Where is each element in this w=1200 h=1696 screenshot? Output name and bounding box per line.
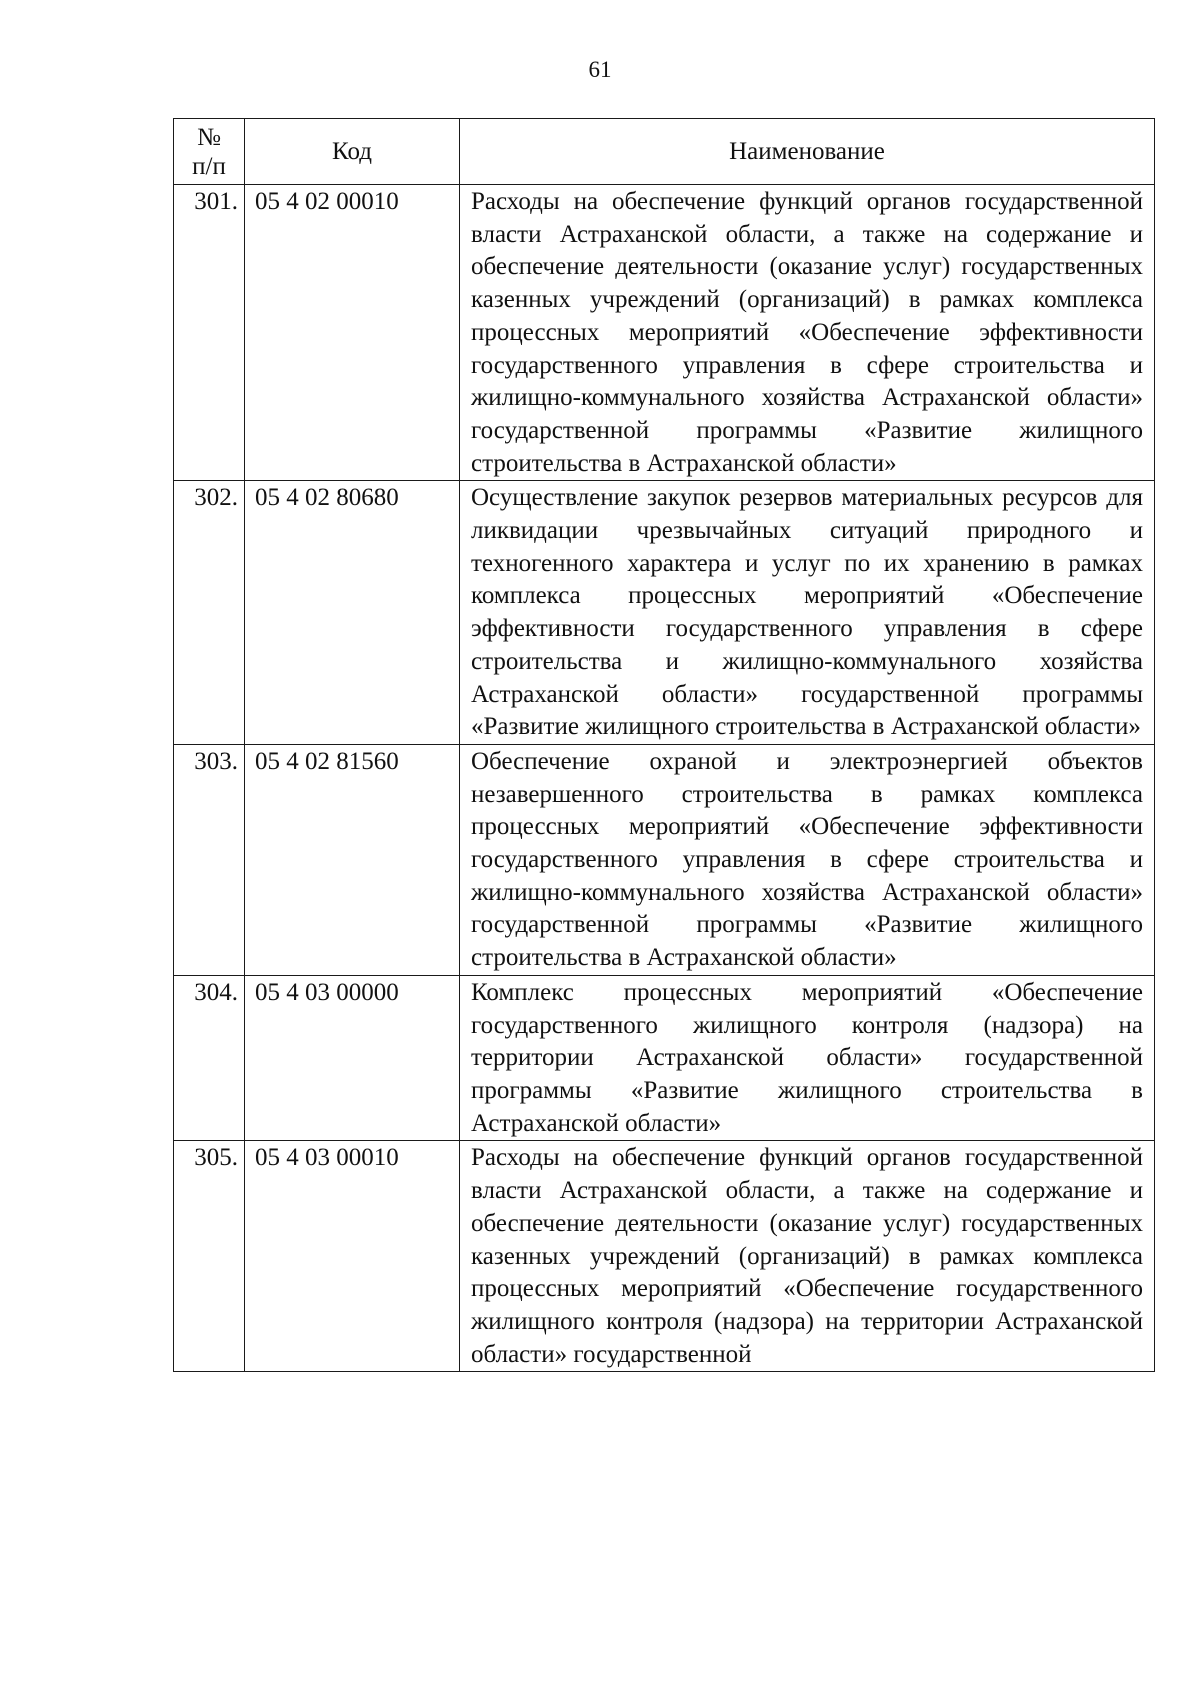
table-row (174, 744, 1155, 975)
row-name: Осуществление закупок резервов материальных ресурсов для ликвидации чрезвычайных ситуаций природного и техногенного характера и услуг по их хранению в рамках комплекса процессных мероприятий «Обеспечение эффективности государственного управления в сфере строительства и жилищно-коммунального хозяйства Астраханской области» государственной программы «Развитие жилищного строительства в Астраханской области» (460, 481, 1155, 745)
row-number: 304. (174, 975, 245, 1141)
row-name: Расходы на обеспечение функций органов государственной власти Астраханской области, а также на содержание и обеспечение деятельности (оказание услуг) государственных казенных учреждений (организаций) в рамках комплекса процессных мероприятий «Обеспечение государственного жилищного контроля (надзора) на территории Астраханской области» государственной (460, 1141, 1155, 1372)
row-code: 05 4 03 00000 (245, 975, 460, 1141)
row-code: 05 4 02 80680 (245, 481, 460, 745)
row-number: 302. (174, 481, 245, 745)
row-name: Комплекс процессных мероприятий «Обеспечение государственного жилищного контроля (надзора) на территории Астраханской области» государственной программы «Развитие жилищного строительства в Астраханской области» (460, 975, 1155, 1141)
row-number: 303. (174, 744, 245, 975)
row-name: Обеспечение охраной и электроэнергией объектов незавершенного строительства в рамках комплекса процессных мероприятий «Обеспечение эффективности государственного управления в сфере строительства и жилищно-коммунального хозяйства Астраханской области» государственной программы «Развитие жилищного строительства в Астраханской области» (460, 744, 1155, 975)
table-row (174, 975, 1155, 1141)
header-number-abbr: п/п (192, 152, 226, 180)
row-number: 301. (174, 185, 245, 481)
row-number: 305. (174, 1141, 245, 1372)
row-code: 05 4 03 00010 (245, 1141, 460, 1372)
table-header-row (174, 119, 1155, 185)
header-number-sign: № (197, 123, 221, 151)
row-code: 05 4 02 81560 (245, 744, 460, 975)
header-number (174, 119, 245, 185)
table-row (174, 481, 1155, 745)
table-row (174, 1141, 1155, 1372)
row-name: Расходы на обеспечение функций органов государственной власти Астраханской области, а также на содержание и обеспечение деятельности (оказание услуг) государственных казенных учреждений (организаций) в рамках комплекса процессных мероприятий «Обеспечение эффективности государственного управления в сфере строительства и жилищно-коммунального хозяйства Астраханской области» государственной программы «Развитие жилищного строительства в Астраханской области» (460, 185, 1155, 481)
header-name: Наименование (460, 119, 1155, 185)
row-code: 05 4 02 00010 (245, 185, 460, 481)
page-number: 61 (588, 57, 612, 82)
table-row (174, 185, 1155, 481)
header-code: Код (245, 119, 460, 185)
classification-table (173, 118, 1155, 1372)
